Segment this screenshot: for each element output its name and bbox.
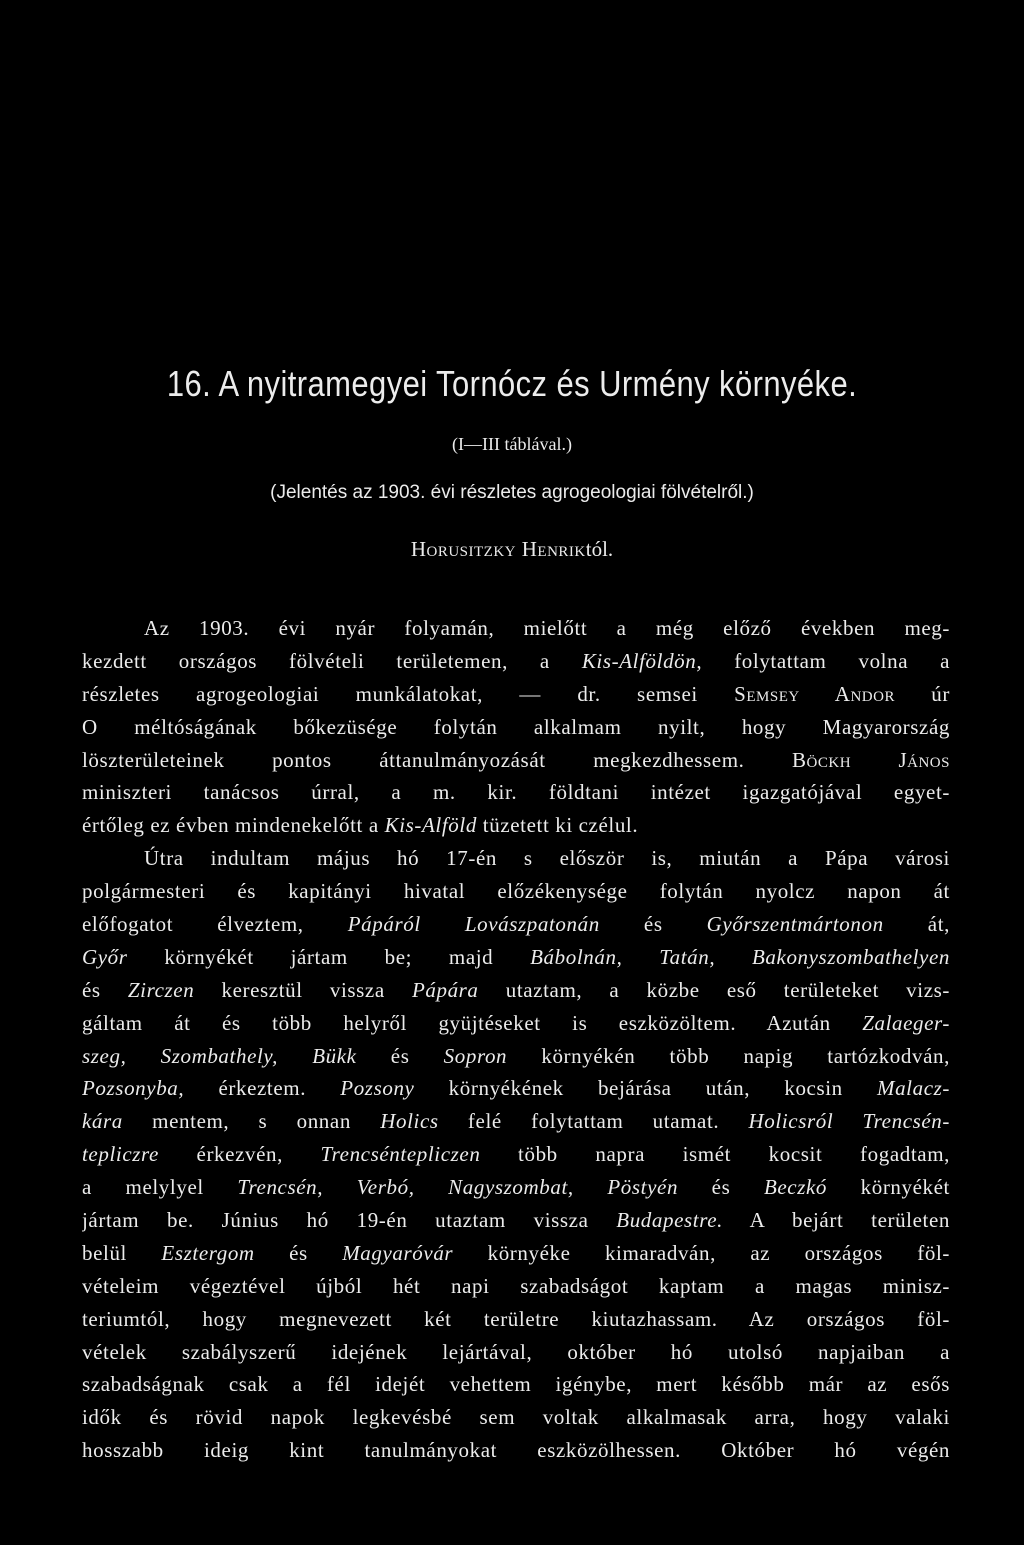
place-name: Pápáról Lovászpatonán <box>347 912 600 937</box>
text-run: Az 1903. évi nyár folyamán, mielőtt a még előző években meg- <box>144 616 950 640</box>
text-run: idők és rövid napok legkevésbé sem voltak alkalmasak arra, hogy valaki <box>82 1405 950 1430</box>
place-name: Beczkó <box>763 1175 828 1200</box>
text-line <box>82 1105 950 1138</box>
text-run: löszterületeinek pontos áttanulmányozását megkezdhessem. <box>82 747 793 772</box>
text-run: és <box>254 1240 343 1265</box>
article-title: 16. A nyitramegyei Tornócz és Urmény környéke. <box>166 363 858 404</box>
text-line <box>82 645 950 678</box>
text-run: környékének bejárása után, kocsin <box>414 1076 877 1101</box>
text-line <box>82 1138 950 1171</box>
text-run: és <box>678 1175 764 1200</box>
text-run: és <box>599 912 707 937</box>
text-run: több napra ismét kocsit fogadtam, <box>480 1142 950 1167</box>
text-line <box>82 1204 950 1237</box>
text-line <box>82 1434 950 1467</box>
text-line <box>82 612 950 645</box>
place-name: Budapestre. <box>616 1208 724 1233</box>
author-suffix: tól. <box>585 537 614 561</box>
text-run: belül <box>82 1240 162 1265</box>
text-run: értőleg ez évben mindenekelőtt a <box>82 813 385 838</box>
text-line <box>82 711 950 744</box>
text-run: a melylyel <box>82 1175 238 1200</box>
text-run: A bejárt területen <box>723 1208 950 1233</box>
text-line <box>82 1336 950 1369</box>
place-name: Pápára <box>411 977 479 1002</box>
text-run: hosszabb ideig kint tanulmányokat eszközölhessen. Október hó végén <box>82 1438 950 1463</box>
text-run: részletes agrogeologiai munkálatokat, — dr. semsei <box>82 681 735 706</box>
text-line <box>82 1040 950 1073</box>
text-line <box>82 974 950 1007</box>
text-run: O méltóságának bőkezüsége folytán alkalmam nyilt, hogy Magyarország <box>82 714 950 739</box>
text-line <box>82 776 950 809</box>
text-line <box>82 1270 950 1303</box>
place-name: Kis-Alföld <box>384 813 477 838</box>
place-name: Sopron <box>443 1043 508 1068</box>
text-run: környékén több napig tartózkodván, <box>507 1043 950 1068</box>
place-name: Holics <box>380 1109 439 1134</box>
text-line <box>82 1007 950 1040</box>
text-run: és <box>82 977 128 1002</box>
place-name: Kis-Alföldön, <box>581 648 703 673</box>
text-run: vételek szabályszerű idejének lejártával, október hó utolsó napjaiban a <box>82 1339 950 1364</box>
text-line <box>82 1072 950 1105</box>
place-name: Pozsony <box>340 1076 415 1101</box>
person-name: Semsey Andor <box>734 681 895 706</box>
person-name: Böckh János <box>792 747 950 772</box>
place-name: Zalaeger- <box>862 1010 950 1035</box>
text-run: érkezvén, <box>158 1142 321 1167</box>
author-line <box>0 535 1024 563</box>
text-run: vételeim végeztével újból hét napi szabadságot kaptam a magas minisz- <box>82 1273 950 1298</box>
text-run: Útra indultam május hó 17-én s először is, miután a Pápa városi <box>144 846 950 871</box>
plates-note: (I—III táblával.) <box>452 434 572 454</box>
text-run: környéke kimaradván, az országos föl- <box>453 1240 950 1265</box>
place-name: Magyaróvár <box>342 1240 454 1265</box>
text-run: előfogatot élveztem, <box>82 912 348 937</box>
text-run: gáltam át és több helyről gyüjtéseket is eszközöltem. Azután <box>82 1010 863 1035</box>
place-name: tepliczre <box>82 1142 159 1167</box>
text-run: tüzetett ki czélul. <box>476 813 639 838</box>
text-line <box>82 809 950 842</box>
text-run: át, <box>883 912 950 937</box>
text-line <box>82 842 950 875</box>
author-name: Horusitzky Henrik <box>410 537 586 561</box>
text-line <box>82 1237 950 1270</box>
text-run: folytattam volna a <box>702 648 950 673</box>
text-line <box>82 1401 950 1434</box>
text-run: miniszteri tanácsos úrral, a m. kir. földtani intézet igazgatójával egyet- <box>82 780 950 805</box>
text-run: utaztam, a közbe eső területeket vizs- <box>478 977 950 1002</box>
place-name: Győr <box>82 944 128 969</box>
text-run: és <box>356 1043 444 1068</box>
text-run: jártam be. Június hó 19-én utaztam vissza <box>82 1208 617 1233</box>
text-run: felé folytattam utamat. <box>438 1109 749 1134</box>
text-run: szabadságnak csak a fél idejét vehettem igénybe, mert később már az esős <box>82 1372 950 1397</box>
text-run: teriumtól, hogy megnevezett két területre kiutazhassam. Az országos föl- <box>82 1306 950 1331</box>
text-line <box>82 875 950 908</box>
text-run: környékét <box>827 1175 950 1200</box>
text-run: mentem, s onnan <box>122 1109 381 1134</box>
text-run: érkeztem. <box>184 1076 341 1101</box>
text-run: környékét jártam be; majd <box>127 944 531 969</box>
place-name: kára <box>82 1109 123 1134</box>
text-line <box>82 908 950 941</box>
text-line <box>82 941 950 974</box>
text-run: úr <box>894 681 950 706</box>
place-name: Esztergom <box>161 1240 255 1265</box>
place-name: Malacz- <box>876 1076 950 1101</box>
text-run: kezdett országos fölvételi területemen, a <box>82 648 582 673</box>
text-line <box>82 744 950 777</box>
place-name: szeg, Szombathely, Bükk <box>82 1043 357 1068</box>
place-name: Trencsén, Verbó, Nagyszombat, Pöstyén <box>237 1175 679 1200</box>
place-name: Győrszentmártonon <box>706 912 884 937</box>
text-run: keresztül vissza <box>194 977 412 1002</box>
place-name: Pozsonyba, <box>82 1076 185 1101</box>
place-name: Holicsról Trencsén- <box>748 1109 950 1134</box>
place-name: Bábolnán, Tatán, Bakonyszombathelyen <box>530 944 950 969</box>
text-line <box>82 678 950 711</box>
text-line <box>82 1171 950 1204</box>
body-text <box>82 612 950 1467</box>
text-run: polgármesteri és kapitányi hivatal előzékenysége folytán nyolcz napon át <box>82 879 950 904</box>
report-note: (Jelentés az 1903. évi részletes agrogeologiai fölvételről.) <box>270 482 754 503</box>
text-line <box>82 1368 950 1401</box>
place-name: Trencséntepliczen <box>320 1142 481 1167</box>
place-name: Zirczen <box>127 977 195 1002</box>
text-line <box>82 1303 950 1336</box>
